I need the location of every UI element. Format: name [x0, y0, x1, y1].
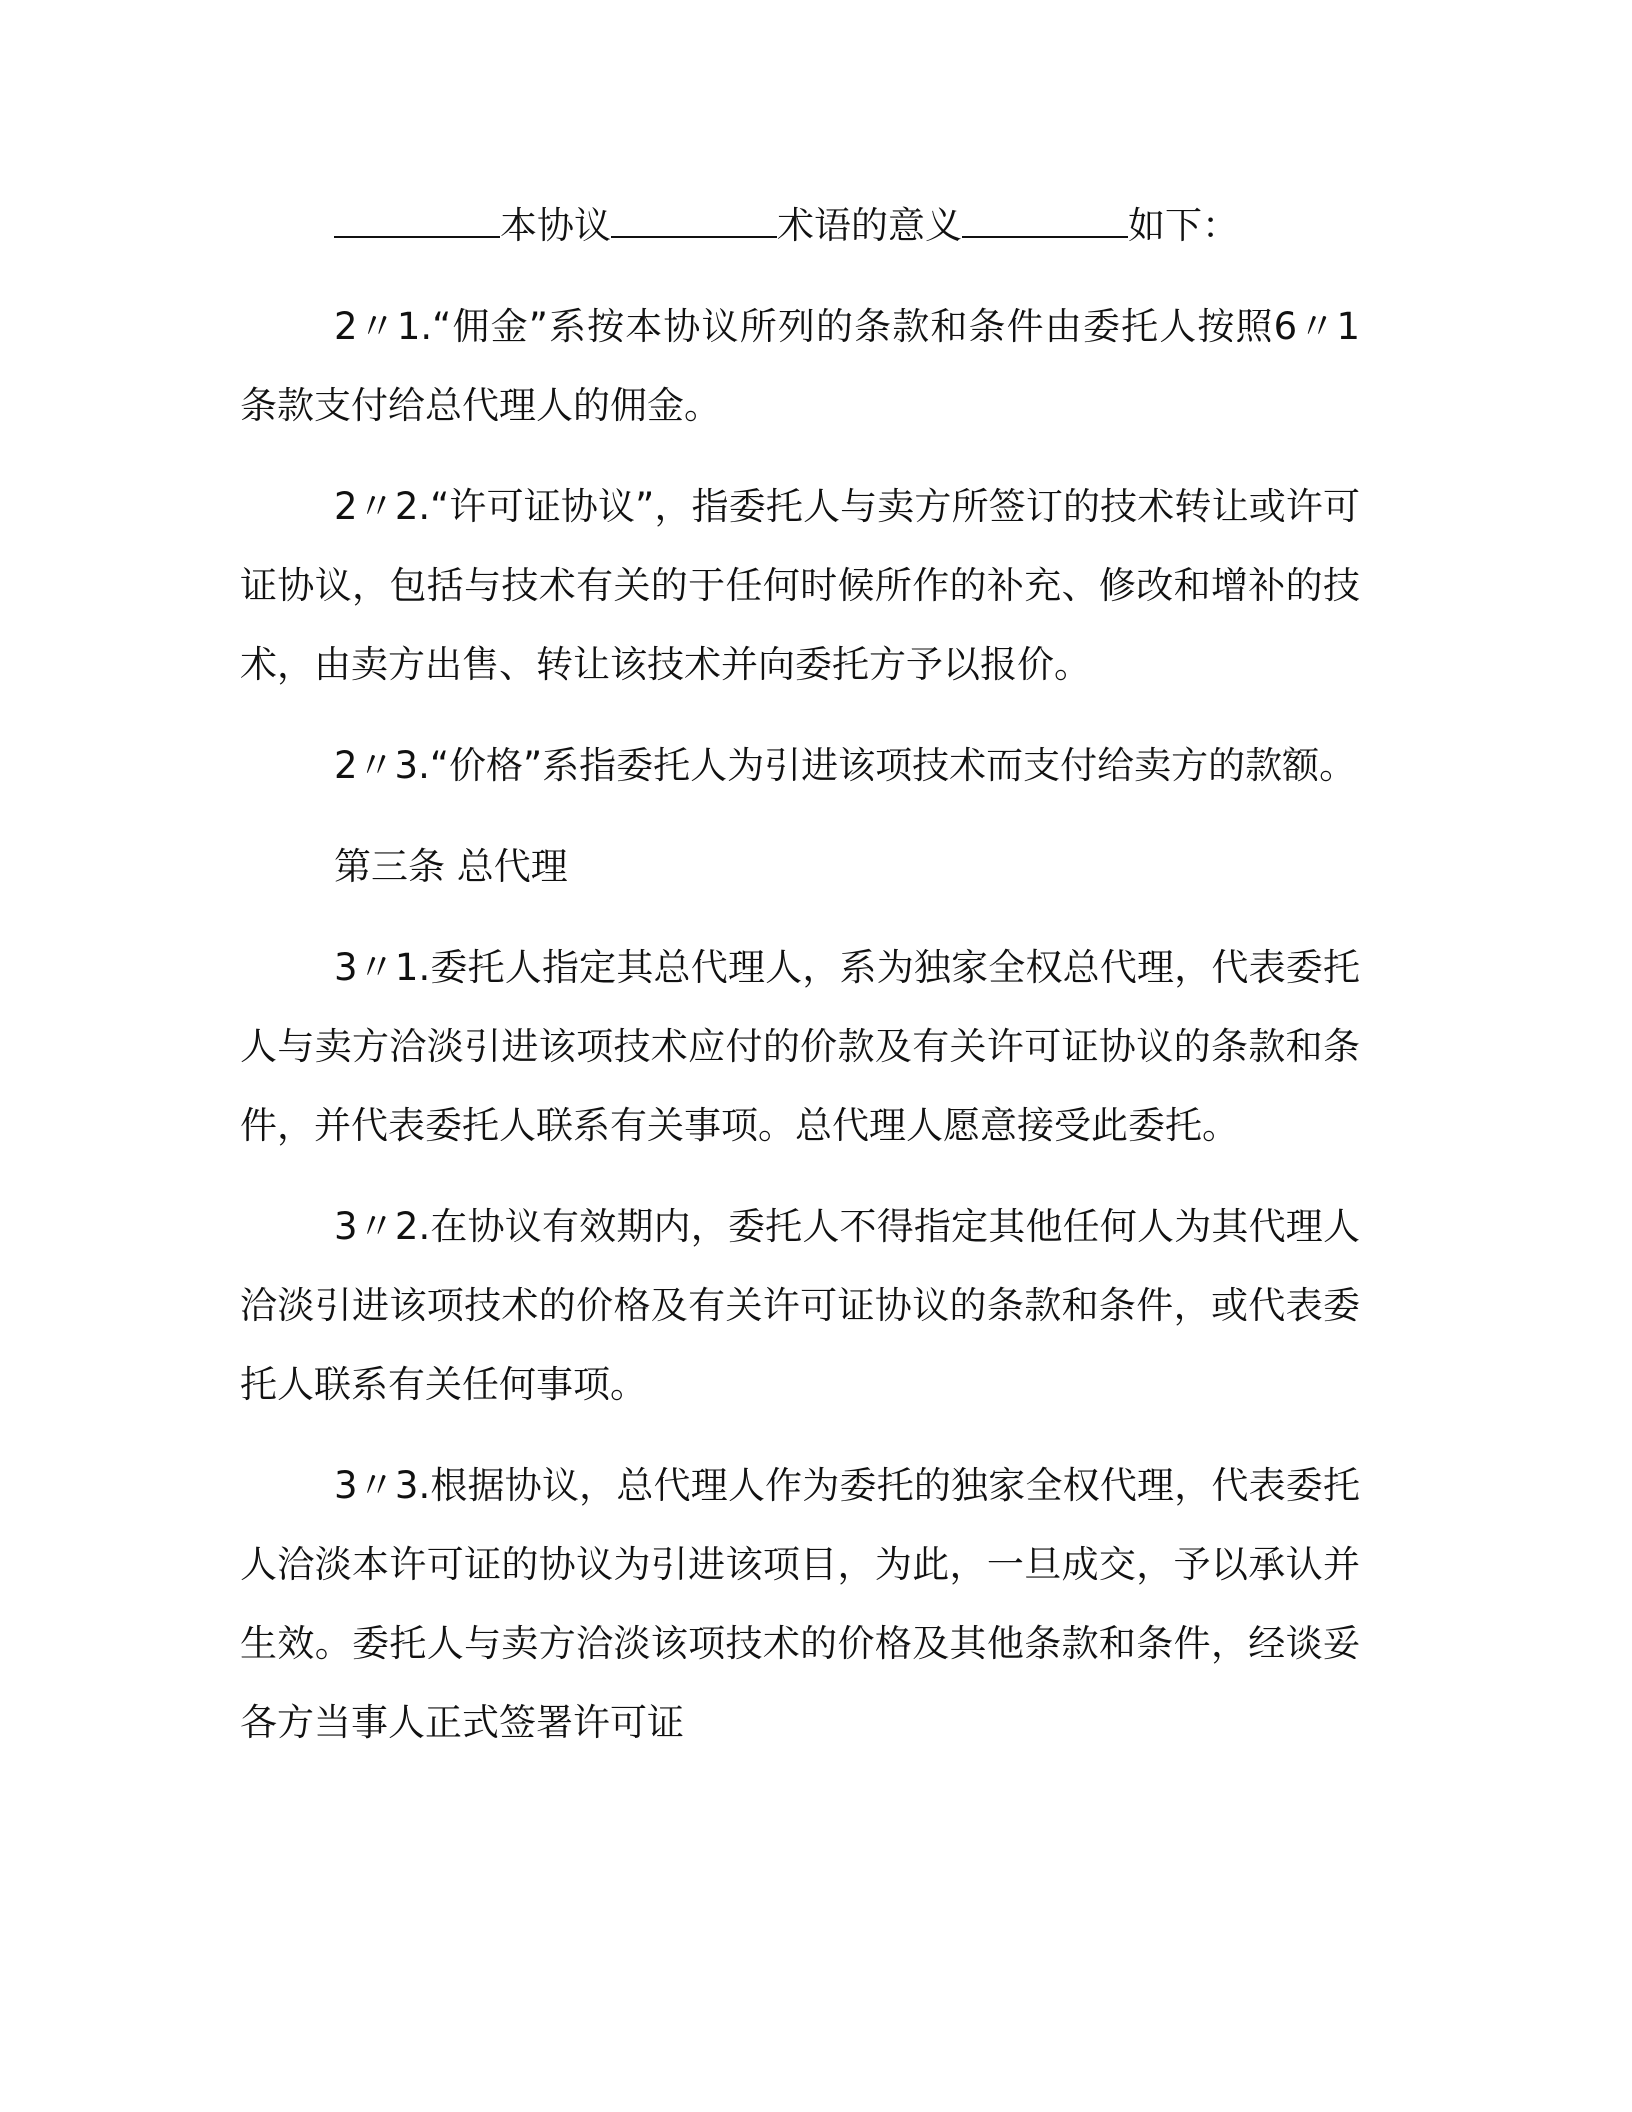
intro-line [240, 186, 1360, 265]
clause-3-2: 3〃2.在协议有效期内，委托人不得指定其他任何人为其代理人洽淡引进该项技术的价格及有关许可证协议的条款和条件，或代表委托人联系有关任何事项。 [240, 1205, 1360, 1406]
fill-blank [611, 206, 777, 238]
intro-text-1: 本协议 [500, 204, 611, 247]
clause-3-1: 3〃1.委托人指定其总代理人，系为独家全权总代理，代表委托人与卖方洽淡引进该项技术应付的价款及有关许可证协议的条款和条件，并代表委托人联系有关事项。总代理人愿意接受此委托。 [240, 946, 1360, 1147]
clause-2-3: 2〃3.“价格”系指委托人为引进该项技术而支付给卖方的款额。 [334, 744, 1357, 787]
fill-blank [334, 206, 500, 238]
clause-2-1: 2〃1.“佣金”系按本协议所列的条款和条件由委托人按照6〃1条款支付给总代理人的佣金。 [240, 305, 1360, 427]
intro-text-2: 术语的意义 [777, 204, 962, 247]
clause-2-2: 2〃2.“许可证协议”，指委托人与卖方所签订的技术转让或许可证协议，包括与技术有关的于任何时候所作的补充、修改和增补的技术，由卖方出售、转让该技术并向委托方予以报价。 [240, 485, 1360, 686]
section-heading: 第三条 总代理 [334, 845, 568, 888]
document-body [240, 186, 1360, 1784]
fill-blank [962, 206, 1128, 238]
clause-3-3: 3〃3.根据协议，总代理人作为委托的独家全权代理，代表委托人洽淡本许可证的协议为引进该项目，为此，一旦成交，予以承认并生效。委托人与卖方洽淡该项技术的价格及其他条款和条件，经谈妥各方当事人正式签署许可证 [240, 1464, 1360, 1744]
intro-text-3: 如下： [1128, 204, 1239, 247]
